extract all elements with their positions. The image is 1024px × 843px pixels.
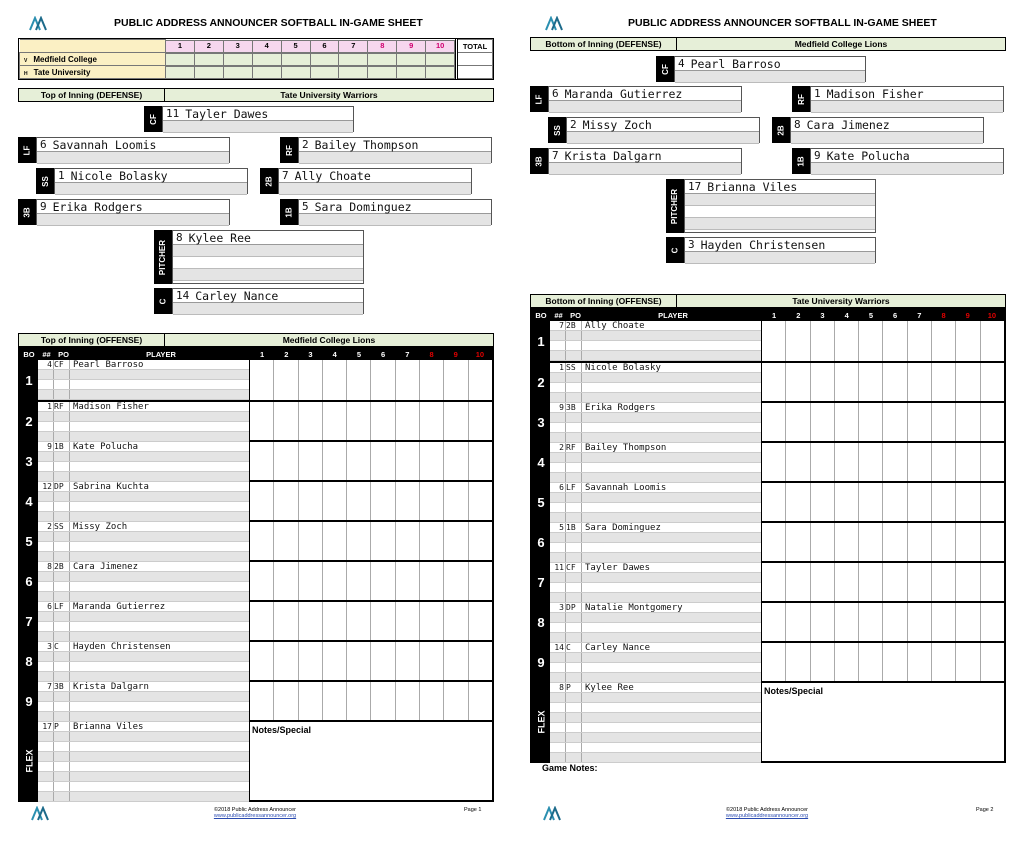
player-name: Erika Rodgers bbox=[585, 403, 656, 413]
defense-pitcher-box bbox=[666, 179, 876, 233]
player-name: Missy Zoch bbox=[73, 522, 128, 532]
pa-logo-footer-p2-icon bbox=[542, 806, 562, 822]
player-number: 7 bbox=[282, 169, 289, 182]
score-cell[interactable] bbox=[166, 53, 195, 66]
p2-footer-link[interactable]: www.publicaddressannouncer.org bbox=[725, 813, 809, 819]
player-number: 5 bbox=[302, 200, 309, 213]
defense-2b-box bbox=[260, 168, 472, 194]
score-cell[interactable] bbox=[282, 66, 311, 79]
player-number: 7 bbox=[550, 321, 566, 330]
score-cell[interactable] bbox=[339, 53, 368, 66]
defense-1b-box bbox=[280, 199, 492, 225]
lineup-inning-6: 6 bbox=[381, 350, 386, 359]
defense-lf-box bbox=[18, 137, 230, 163]
lineup-inning-2: 2 bbox=[796, 311, 801, 320]
pa-logo-icon bbox=[28, 16, 48, 32]
player-number: 1 bbox=[550, 363, 566, 372]
score-cell[interactable] bbox=[311, 53, 340, 66]
inning-grid[interactable] bbox=[250, 522, 492, 560]
player-position: 1B bbox=[54, 442, 70, 451]
player-number: 14 bbox=[550, 643, 566, 652]
score-cell[interactable] bbox=[253, 53, 282, 66]
lineup-row bbox=[532, 401, 1004, 441]
player-position: 3B bbox=[566, 403, 582, 412]
player-name: Natalie Montgomery bbox=[585, 603, 683, 613]
player-name: Bailey Thompson bbox=[585, 443, 667, 453]
player-position: DP bbox=[566, 603, 582, 612]
lineup-inning-4: 4 bbox=[844, 311, 849, 320]
defense-1b-box bbox=[792, 148, 1004, 174]
batting-order: 9 bbox=[20, 682, 38, 720]
lineup-row bbox=[20, 520, 492, 560]
player-position: CF bbox=[54, 360, 70, 369]
col-player: PLAYER bbox=[146, 350, 176, 359]
player-number: 17 bbox=[688, 180, 702, 193]
batting-order: 1 bbox=[532, 321, 550, 361]
score-cell[interactable] bbox=[253, 66, 282, 79]
inning-grid[interactable] bbox=[762, 443, 1004, 481]
player-position: SS bbox=[566, 363, 582, 372]
inning-grid[interactable] bbox=[250, 482, 492, 520]
player-name: Tayler Dawes bbox=[185, 106, 269, 121]
p2-footer: ©2018 Public Address Announcer www.publicaddressannouncer.org bbox=[712, 807, 822, 819]
inning-grid[interactable] bbox=[250, 682, 492, 720]
lineup-row bbox=[532, 441, 1004, 481]
player-position: P bbox=[54, 722, 70, 731]
lineup-row bbox=[20, 600, 492, 640]
lineup-inning-10: 10 bbox=[987, 311, 997, 320]
player-position: DP bbox=[54, 482, 70, 491]
col-number: ## bbox=[42, 350, 51, 359]
position-label: SS bbox=[548, 117, 566, 143]
lineup-row bbox=[532, 361, 1004, 401]
lineup-inning-3: 3 bbox=[820, 311, 825, 320]
position-label: 1B bbox=[280, 199, 298, 225]
player-position: RF bbox=[566, 443, 582, 452]
player-name: Brianna Viles bbox=[707, 179, 798, 194]
score-cell[interactable] bbox=[282, 53, 311, 66]
player-name: Sara Dominguez bbox=[585, 523, 661, 533]
position-label: SS bbox=[36, 168, 54, 194]
player-name: Maranda Gutierrez bbox=[73, 602, 166, 612]
batting-order: FLEX bbox=[532, 683, 550, 761]
sheet-title-p2: PUBLIC ADDRESS ANNOUNCER SOFTBALL IN-GAME SHEET bbox=[628, 17, 937, 29]
player-name: Kate Polucha bbox=[73, 442, 139, 452]
position-label: 3B bbox=[18, 199, 36, 225]
col-player: PLAYER bbox=[658, 311, 688, 320]
score-cell[interactable] bbox=[368, 53, 397, 66]
lineup-inning-9: 9 bbox=[965, 311, 970, 320]
player-number: 1 bbox=[814, 87, 821, 100]
batting-order: 3 bbox=[532, 403, 550, 441]
score-cell[interactable] bbox=[397, 53, 426, 66]
player-position: SS bbox=[54, 522, 70, 531]
score-cell[interactable] bbox=[426, 66, 455, 79]
lineup-column-header bbox=[20, 349, 492, 360]
lineup-inning-7: 7 bbox=[917, 311, 922, 320]
defense-cf-box bbox=[656, 56, 866, 82]
lineup-row bbox=[532, 481, 1004, 521]
player-position: LF bbox=[54, 602, 70, 611]
p1-footer-link[interactable]: www.publicaddressannouncer.org bbox=[213, 813, 297, 819]
player-position: CF bbox=[566, 563, 582, 572]
player-number: 2 bbox=[570, 118, 577, 131]
player-number: 7 bbox=[552, 149, 559, 162]
player-name: Kate Polucha bbox=[826, 148, 910, 163]
player-number: 6 bbox=[38, 602, 54, 611]
player-number: 9 bbox=[40, 200, 47, 213]
player-number: 11 bbox=[166, 107, 180, 120]
position-label: PITCHER bbox=[154, 230, 172, 284]
p1-offense-header: Top of Inning (OFFENSE) Medfield College Lions bbox=[18, 333, 494, 347]
inning-grid[interactable] bbox=[762, 321, 1004, 361]
player-number: 4 bbox=[678, 57, 685, 70]
player-name: Kylee Ree bbox=[585, 683, 634, 693]
player-number: 8 bbox=[794, 118, 801, 131]
player-number: 11 bbox=[550, 563, 566, 572]
player-number: 6 bbox=[552, 87, 559, 100]
score-cell[interactable] bbox=[224, 53, 253, 66]
inning-grid[interactable] bbox=[762, 363, 1004, 401]
pa-logo-p2-icon bbox=[544, 16, 564, 32]
player-name: Madison Fisher bbox=[73, 402, 149, 412]
player-number: 3 bbox=[38, 642, 54, 651]
player-name: Pearl Barroso bbox=[690, 56, 781, 71]
batting-order: 4 bbox=[532, 443, 550, 481]
inning-grid[interactable] bbox=[250, 602, 492, 640]
batting-order: 7 bbox=[532, 563, 550, 601]
inning-header-9: 9 bbox=[397, 40, 426, 53]
page-2 bbox=[512, 0, 1024, 843]
home-team: H Tate University bbox=[20, 66, 166, 79]
lineup-row bbox=[532, 641, 1004, 681]
defense-3b-box bbox=[18, 199, 230, 225]
lineup-inning-2: 2 bbox=[284, 350, 289, 359]
position-label: 2B bbox=[260, 168, 278, 194]
lineup-inning-7: 7 bbox=[405, 350, 410, 359]
inning-grid[interactable] bbox=[762, 563, 1004, 601]
player-name: Tayler Dawes bbox=[585, 563, 651, 573]
lineup-inning-8: 8 bbox=[941, 311, 946, 320]
lineup-row bbox=[20, 360, 492, 400]
total-label: TOTAL bbox=[457, 40, 493, 53]
inning-grid[interactable] bbox=[250, 642, 492, 680]
score-cell[interactable] bbox=[311, 66, 340, 79]
game-notes-label: Game Notes: bbox=[542, 763, 598, 773]
position-label: LF bbox=[18, 137, 36, 163]
player-name: Ally Choate bbox=[294, 168, 371, 183]
p1-lineup-table bbox=[18, 347, 494, 802]
col-bo: BO bbox=[23, 350, 35, 359]
batting-order: 8 bbox=[532, 603, 550, 641]
batting-order: 6 bbox=[532, 523, 550, 561]
score-cell[interactable] bbox=[397, 66, 426, 79]
batting-order: 2 bbox=[20, 402, 38, 440]
inning-grid[interactable] bbox=[762, 483, 1004, 521]
player-number: 2 bbox=[38, 522, 54, 531]
batting-order: 3 bbox=[20, 442, 38, 480]
score-cell[interactable] bbox=[426, 53, 455, 66]
defense-2b-box bbox=[772, 117, 984, 143]
batting-order: FLEX bbox=[20, 722, 38, 800]
inning-header-6: 6 bbox=[311, 40, 340, 53]
player-position: 2B bbox=[566, 321, 582, 330]
defense-ss-box bbox=[36, 168, 248, 194]
inning-header-2: 2 bbox=[195, 40, 224, 53]
p1-defense-header: Top of Inning (DEFENSE) Tate University Warriors bbox=[18, 88, 494, 102]
player-name: Erika Rodgers bbox=[52, 199, 143, 214]
batting-order: 4 bbox=[20, 482, 38, 520]
batting-order: 1 bbox=[20, 360, 38, 400]
inning-header-7: 7 bbox=[339, 40, 368, 53]
inning-header-5: 5 bbox=[282, 40, 311, 53]
defense-c-box bbox=[666, 237, 876, 263]
player-name: Cara Jimenez bbox=[73, 562, 139, 572]
lineup-row bbox=[532, 681, 1004, 761]
score-cell[interactable] bbox=[224, 66, 253, 79]
notes-special[interactable]: Notes/Special bbox=[252, 725, 312, 735]
player-position: C bbox=[54, 642, 70, 651]
p2-lineup-table bbox=[530, 308, 1006, 763]
position-label: C bbox=[154, 288, 172, 314]
score-cell[interactable] bbox=[339, 66, 368, 79]
player-position: 3B bbox=[54, 682, 70, 691]
lineup-inning-3: 3 bbox=[308, 350, 313, 359]
p1-page-number: Page 1 bbox=[464, 807, 482, 813]
player-name: Savannah Loomis bbox=[52, 137, 157, 152]
player-name: Savannah Loomis bbox=[585, 483, 667, 493]
player-number: 14 bbox=[176, 289, 190, 302]
inning-grid[interactable] bbox=[250, 360, 492, 400]
player-name: Maranda Gutierrez bbox=[564, 86, 683, 101]
defense-rf-box bbox=[280, 137, 492, 163]
player-name: Sabrina Kuchta bbox=[73, 482, 149, 492]
player-name: Pearl Barroso bbox=[73, 360, 144, 370]
player-number: 3 bbox=[688, 238, 695, 251]
p1-footer: ©2018 Public Address Announcer www.publicaddressannouncer.org bbox=[200, 807, 310, 819]
player-number: 9 bbox=[550, 403, 566, 412]
player-name: Sara Dominguez bbox=[314, 199, 412, 214]
position-label: 2B bbox=[772, 117, 790, 143]
p2-offense-header: Bottom of Inning (OFFENSE) Tate University Warriors bbox=[530, 294, 1006, 308]
col-number: ## bbox=[554, 311, 563, 320]
lineup-inning-8: 8 bbox=[429, 350, 434, 359]
player-name: Hayden Christensen bbox=[700, 237, 826, 252]
player-number: 6 bbox=[40, 138, 47, 151]
score-cell[interactable] bbox=[166, 66, 195, 79]
defense-c-box bbox=[154, 288, 364, 314]
lineup-row bbox=[20, 640, 492, 680]
player-number: 8 bbox=[38, 562, 54, 571]
player-position: RF bbox=[54, 402, 70, 411]
position-label: CF bbox=[656, 56, 674, 82]
lineup-inning-10: 10 bbox=[475, 350, 485, 359]
defense-pitcher-box bbox=[154, 230, 364, 284]
inning-header-8: 8 bbox=[368, 40, 397, 53]
player-number: 2 bbox=[302, 138, 309, 151]
inning-header-3: 3 bbox=[224, 40, 253, 53]
batting-order: 7 bbox=[20, 602, 38, 640]
col-position: PO bbox=[58, 350, 69, 359]
lineup-row bbox=[20, 720, 492, 800]
player-name: Nicole Bolasky bbox=[585, 363, 661, 373]
lineup-row bbox=[20, 400, 492, 440]
pa-logo-footer-icon bbox=[30, 806, 50, 822]
defense-3b-box bbox=[530, 148, 742, 174]
inning-grid[interactable] bbox=[762, 523, 1004, 561]
lineup-inning-1: 1 bbox=[772, 311, 777, 320]
score-cell[interactable] bbox=[195, 66, 224, 79]
player-position: C bbox=[566, 643, 582, 652]
lineup-row bbox=[532, 521, 1004, 561]
player-number: 7 bbox=[38, 682, 54, 691]
scoreboard bbox=[18, 38, 494, 80]
inning-header-10: 10 bbox=[426, 40, 455, 53]
player-number: 4 bbox=[38, 360, 54, 369]
defense-lf-box bbox=[530, 86, 742, 112]
player-position: LF bbox=[566, 483, 582, 492]
player-number: 1 bbox=[38, 402, 54, 411]
player-number: 9 bbox=[814, 149, 821, 162]
p2-defense-header: Bottom of Inning (DEFENSE) Medfield College Lions bbox=[530, 37, 1006, 51]
inning-grid[interactable] bbox=[762, 403, 1004, 441]
lineup-inning-5: 5 bbox=[356, 350, 361, 359]
position-label: 1B bbox=[792, 148, 810, 174]
sheet-title: PUBLIC ADDRESS ANNOUNCER SOFTBALL IN-GAME SHEET bbox=[114, 17, 423, 29]
player-number: 17 bbox=[38, 722, 54, 731]
player-name: Brianna Viles bbox=[73, 722, 144, 732]
batting-order: 2 bbox=[532, 363, 550, 401]
batting-order: 9 bbox=[532, 643, 550, 681]
player-name: Cara Jimenez bbox=[806, 117, 890, 132]
lineup-row bbox=[20, 480, 492, 520]
player-name: Krista Dalgarn bbox=[564, 148, 662, 163]
lineup-row bbox=[532, 601, 1004, 641]
player-number: 6 bbox=[550, 483, 566, 492]
lineup-inning-5: 5 bbox=[868, 311, 873, 320]
player-position: 1B bbox=[566, 523, 582, 532]
lineup-inning-4: 4 bbox=[332, 350, 337, 359]
player-name: Hayden Christensen bbox=[73, 642, 171, 652]
player-name: Nicole Bolasky bbox=[70, 168, 168, 183]
player-name: Madison Fisher bbox=[826, 86, 924, 101]
player-number: 5 bbox=[550, 523, 566, 532]
lineup-inning-1: 1 bbox=[260, 350, 265, 359]
player-name: Missy Zoch bbox=[582, 117, 652, 132]
batting-order: 8 bbox=[20, 642, 38, 680]
lineup-column-header bbox=[532, 310, 1004, 321]
player-name: Ally Choate bbox=[585, 321, 645, 331]
player-name: Kylee Ree bbox=[188, 230, 251, 245]
position-label: CF bbox=[144, 106, 162, 132]
batting-order: 5 bbox=[532, 483, 550, 521]
lineup-row bbox=[532, 561, 1004, 601]
defense-ss-box bbox=[548, 117, 760, 143]
player-number: 2 bbox=[550, 443, 566, 452]
col-bo: BO bbox=[535, 311, 547, 320]
lineup-inning-9: 9 bbox=[453, 350, 458, 359]
player-name: Carley Nance bbox=[585, 643, 651, 653]
lineup-row bbox=[20, 440, 492, 480]
lineup-row bbox=[20, 680, 492, 720]
score-cell[interactable] bbox=[368, 66, 397, 79]
inning-grid[interactable] bbox=[250, 402, 492, 440]
inning-grid[interactable] bbox=[250, 562, 492, 600]
player-number: 9 bbox=[38, 442, 54, 451]
col-position: PO bbox=[570, 311, 581, 320]
inning-header-4: 4 bbox=[253, 40, 282, 53]
player-number: 8 bbox=[550, 683, 566, 692]
p2-page-number: Page 2 bbox=[976, 807, 994, 813]
visitor-team: V Medfield College bbox=[20, 53, 166, 66]
lineup-row bbox=[20, 560, 492, 600]
player-name: Bailey Thompson bbox=[314, 137, 419, 152]
inning-grid[interactable] bbox=[250, 442, 492, 480]
defense-cf-box bbox=[144, 106, 354, 132]
player-number: 1 bbox=[58, 169, 65, 182]
inning-header-1: 1 bbox=[166, 40, 195, 53]
player-number: 12 bbox=[38, 482, 54, 491]
position-label: C bbox=[666, 237, 684, 263]
inning-grid[interactable] bbox=[762, 643, 1004, 681]
inning-grid[interactable] bbox=[762, 603, 1004, 641]
player-number: 8 bbox=[176, 231, 183, 244]
position-label: PITCHER bbox=[666, 179, 684, 233]
defense-rf-box bbox=[792, 86, 1004, 112]
lineup-inning-6: 6 bbox=[893, 311, 898, 320]
player-position: P bbox=[566, 683, 582, 692]
position-label: 3B bbox=[530, 148, 548, 174]
score-cell[interactable] bbox=[195, 53, 224, 66]
position-label: LF bbox=[530, 86, 548, 112]
lineup-row bbox=[532, 321, 1004, 361]
player-position: 2B bbox=[54, 562, 70, 571]
position-label: RF bbox=[792, 86, 810, 112]
notes-special[interactable]: Notes/Special bbox=[764, 686, 824, 696]
position-label: RF bbox=[280, 137, 298, 163]
player-name: Krista Dalgarn bbox=[73, 682, 149, 692]
player-number: 3 bbox=[550, 603, 566, 612]
player-name: Carley Nance bbox=[195, 288, 279, 303]
batting-order: 5 bbox=[20, 522, 38, 560]
batting-order: 6 bbox=[20, 562, 38, 600]
